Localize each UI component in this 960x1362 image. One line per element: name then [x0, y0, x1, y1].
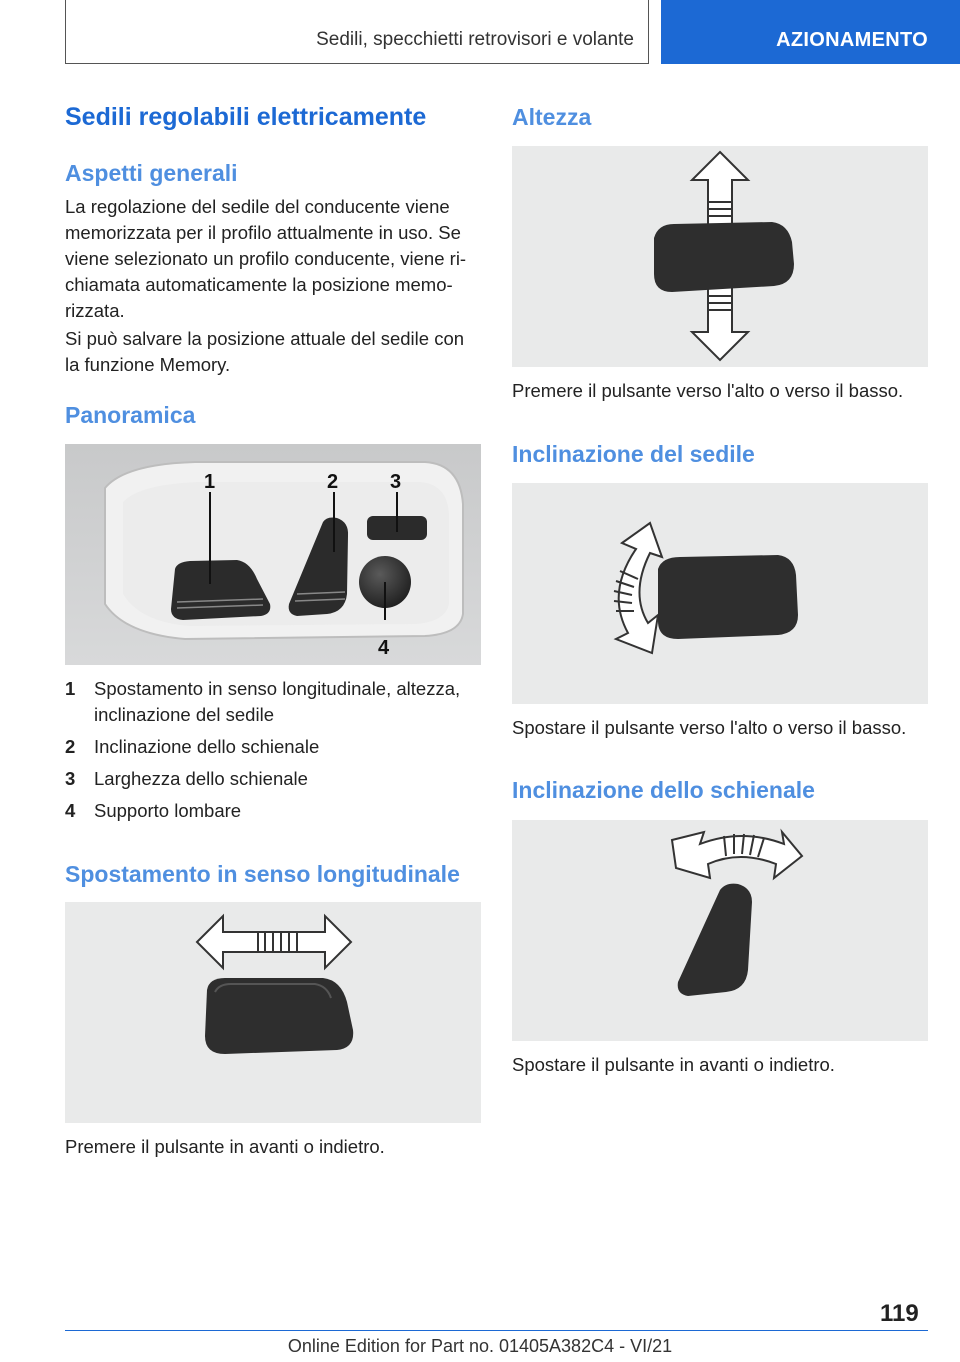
longitudinal-caption: Premere il pulsante in avanti o indietro.	[65, 1136, 385, 1157]
header-section-title	[65, 0, 649, 64]
footer-edition: Online Edition for Part no. 01405A382C4 - VI/21	[287, 1336, 673, 1356]
list-item-number: 3	[65, 768, 76, 789]
list-item-text: Larghezza dello schienale	[94, 768, 308, 789]
seat-tilt-heading: Inclinazione del sedile	[512, 441, 755, 467]
list-item-text: Supporto lombare	[94, 800, 242, 821]
list-item	[65, 676, 481, 728]
callout-3: 3	[390, 471, 402, 493]
seat-tilt-image	[512, 483, 928, 704]
header-section-label: Sedili, specchietti retrovisori e volante	[316, 29, 634, 50]
longitudinal-adjust-image	[65, 902, 481, 1123]
list-item	[65, 766, 481, 792]
list-item-text: Spostamento in senso longitudinale, altezza, inclinazione del sedile	[94, 678, 461, 725]
seat-tilt-caption: Spostare il pulsante verso l'alto o verso il basso.	[512, 717, 907, 738]
page-number: 119	[880, 1300, 919, 1327]
backrest-tilt-image	[512, 820, 928, 1041]
general-paragraph-1: La regolazione del sedile del conducente viene memorizzata per il profilo attualmente in uso. Se viene selezionato un profilo conducente, viene ri-chiamata automaticamente la posizione memo-rizzata.	[65, 196, 467, 321]
height-caption: Premere il pulsante verso l'alto o verso il basso.	[512, 380, 904, 401]
backrest-heading: Inclinazione dello schienale	[512, 777, 815, 803]
footer-divider	[65, 1330, 928, 1331]
height-heading: Altezza	[512, 104, 592, 130]
list-item-text: Inclinazione dello schienale	[94, 736, 320, 757]
page-title: Sedili regolabili elettricamente	[65, 103, 427, 131]
overview-heading: Panoramica	[65, 402, 196, 428]
header-chapter-label: AZIONAMENTO	[776, 29, 928, 51]
callout-1: 1	[204, 471, 216, 493]
general-heading: Aspetti generali	[65, 160, 238, 186]
list-item	[65, 798, 481, 824]
list-item-number: 4	[65, 800, 76, 821]
list-item	[65, 734, 481, 760]
general-paragraph-2: Si può salvare la posizione attuale del sedile con la funzione Memory.	[65, 328, 465, 375]
list-item-number: 2	[65, 736, 76, 757]
height-adjust-image	[512, 146, 928, 367]
callout-2: 2	[327, 471, 339, 493]
longitudinal-heading: Spostamento in senso longitudinale	[65, 861, 460, 887]
header-chapter-tab	[661, 0, 960, 64]
callout-4: 4	[378, 637, 390, 659]
seat-controls-overview-image	[65, 444, 481, 665]
backrest-caption: Spostare il pulsante in avanti o indietro.	[512, 1054, 835, 1075]
list-item-number: 1	[65, 678, 76, 699]
